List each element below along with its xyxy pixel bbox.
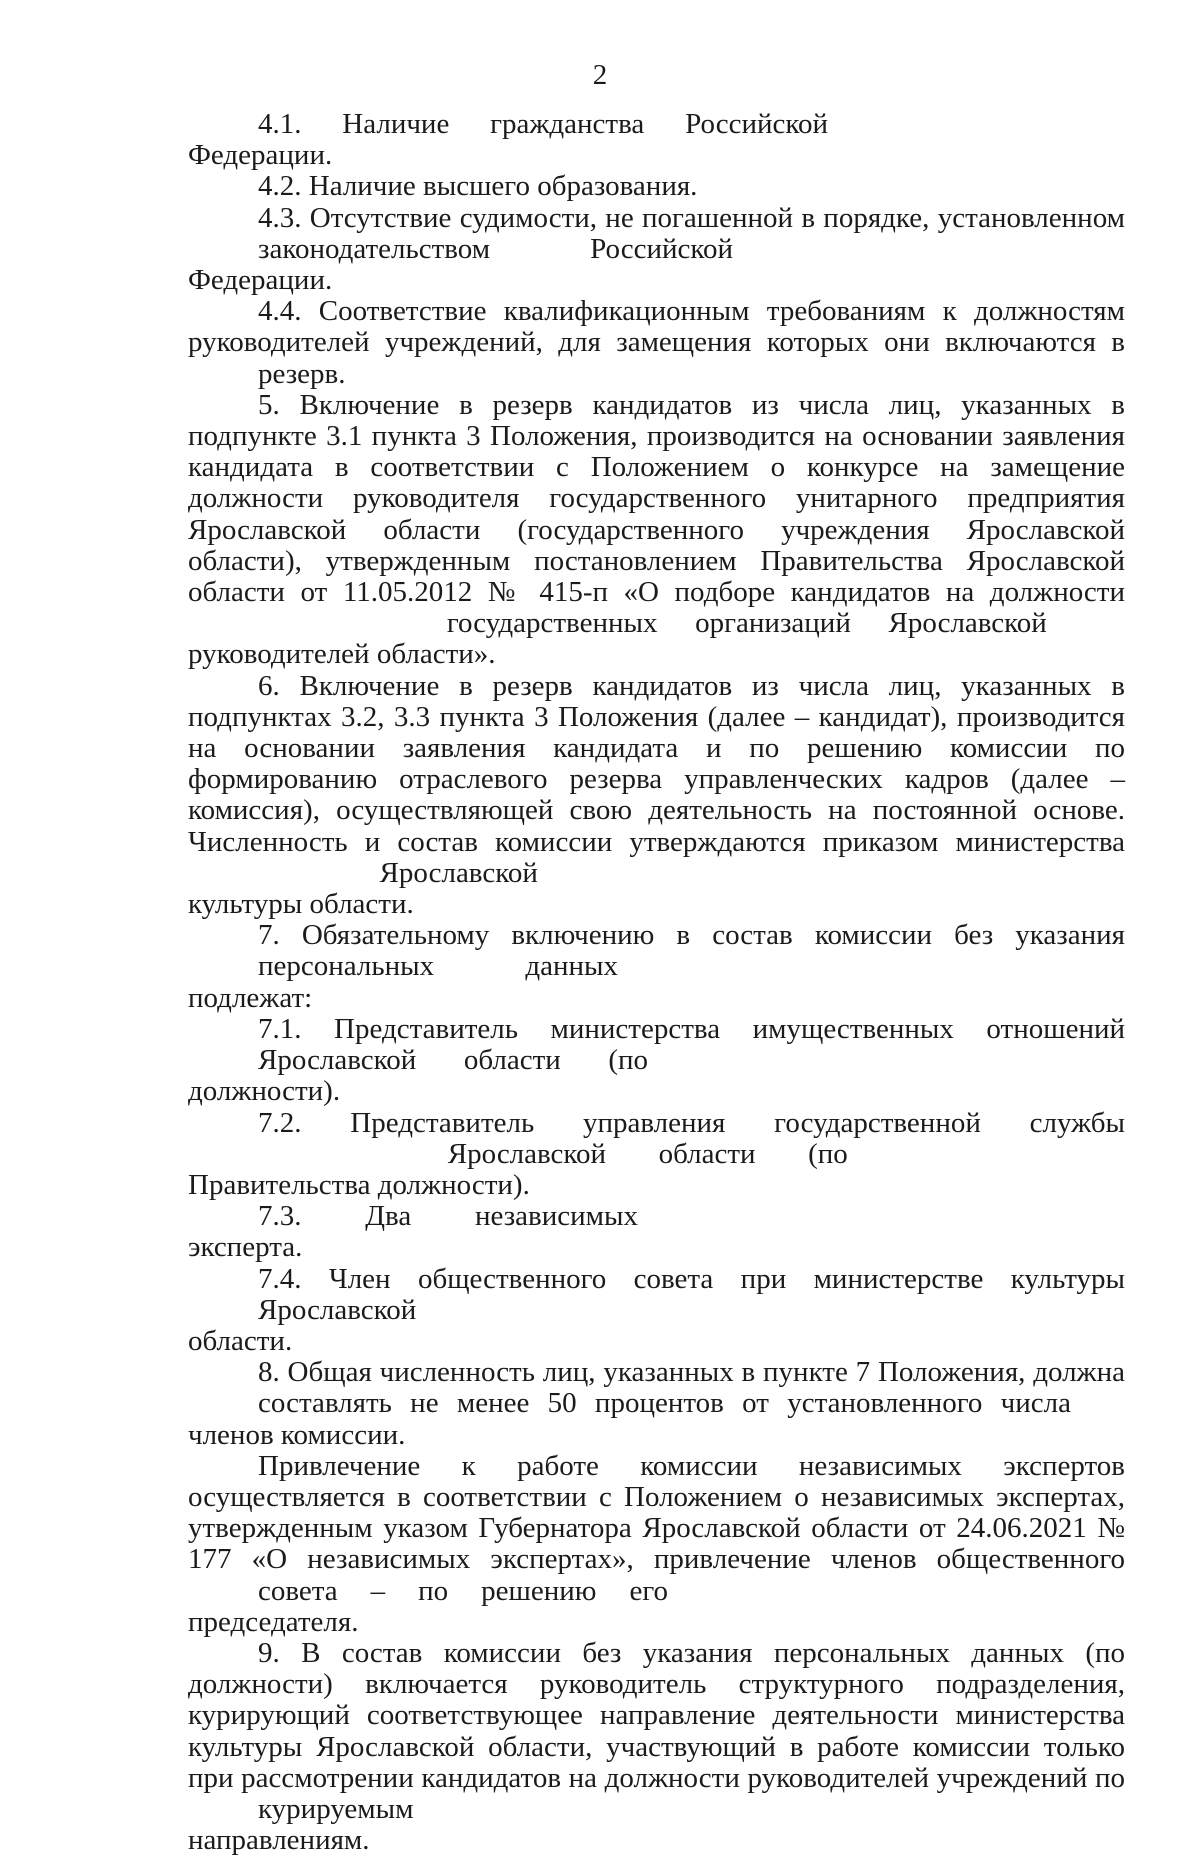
paragraph-last-line: государственных организаций Ярославской области». bbox=[376, 607, 1047, 671]
paragraph-last-line: персональных данных подлежат: bbox=[188, 950, 618, 1014]
paragraph-text: 7.1. Представитель министерства имущественных отношений bbox=[258, 1012, 1125, 1045]
paragraph-4-4 bbox=[188, 296, 1125, 390]
paragraph-last-line: курируемым направлениям. bbox=[188, 1792, 414, 1856]
paragraph-text: 7. Обязательному включению в состав комиссии без указания bbox=[258, 919, 1125, 952]
paragraph-last-line: законодательством Российской Федерации. bbox=[188, 232, 733, 297]
paragraph-text: 4.4. Соответствие квалификационным требованиям к должностям руководителей учреждений, для замещения которых они включаются в bbox=[188, 295, 1125, 359]
paragraph-6 bbox=[188, 671, 1125, 921]
page-number: 2 bbox=[592, 59, 608, 91]
paragraph-4-2 bbox=[188, 171, 698, 202]
paragraph-8-experts bbox=[188, 1451, 1125, 1638]
paragraph-text: 7.3. Два независимых эксперта. bbox=[188, 1200, 638, 1264]
paragraph-7-2 bbox=[188, 1108, 1125, 1202]
paragraph-last-line: Ярославской области. bbox=[188, 1293, 417, 1357]
paragraph-text: 4.3. Отсутствие судимости, не погашенной в порядке, установленном bbox=[258, 201, 1125, 234]
paragraph-7-1 bbox=[188, 1014, 1125, 1108]
paragraph-text: 5. Включение в резерв кандидатов из числа лиц, указанных в подпункте 3.1 пункта 3 Положения, производится на основании заявления кандидата в соответствии с Положением о конкурсе на замещение должности руководителя государственного унитарного предприятия Ярославской области (государственного учреждения Ярославской области), утвержденным постановлением Правительства Ярославской области от 11.05.2012 № 415-п «О подборе кандидатов на должности руководителей bbox=[188, 388, 1125, 671]
paragraph-8 bbox=[188, 1357, 1125, 1451]
paragraph-last-line: Ярославской области. bbox=[309, 856, 538, 921]
paragraph-9 bbox=[188, 1638, 1125, 1856]
paragraph-4-1 bbox=[188, 109, 828, 171]
paragraph-4-3 bbox=[188, 203, 1125, 297]
paragraph-text: 6. Включение в резерв кандидатов из числа лиц, указанных в подпунктах 3.2, 3.3 пункта 3 Положения (далее – кандидат), производится на основании заявления кандидата и по решению комиссии по формированию отраслевого резерва управленческих кадров (далее – комиссия), осуществляющей свою деятельность на постоянной основе. Численность и состав комиссии утверждаются приказом министерства культуры bbox=[188, 669, 1125, 921]
paragraph-last-line: составлять не менее 50 процентов от установленного числа членов комиссии. bbox=[188, 1387, 1071, 1451]
paragraph-text: 7.4. Член общественного совета при министерстве культуры bbox=[258, 1262, 1125, 1295]
paragraph-5 bbox=[188, 390, 1125, 671]
paragraph-text: Привлечение к работе комиссии независимых экспертов осуществляется в соответствии с Положением о независимых экспертах, утвержденным указом Губернатора Ярославской области от 24.06.2021 № 177 «О независимых экспертах», привлечение членов общественного bbox=[188, 1449, 1125, 1576]
paragraph-7-4 bbox=[188, 1264, 1125, 1358]
paragraph-7-3 bbox=[188, 1201, 638, 1263]
paragraph-text: 4.1. Наличие гражданства Российской Федерации. bbox=[188, 108, 828, 172]
paragraph-text: 9. В состав комиссии без указания персональных данных (по должности) включается руководитель структурного подразделения, курирующий соответствующее направление деятельности министерства культуры Ярославской области, участвующий в работе комиссии только при рассмотрении кандидатов на должности руководителей учреждений по bbox=[188, 1636, 1125, 1794]
paragraph-text: 8. Общая численность лиц, указанных в пункте 7 Положения, должна bbox=[258, 1356, 1125, 1389]
paragraph-last-line: совета – по решению его председателя. bbox=[188, 1574, 668, 1638]
paragraph-last-line: Ярославской области (по должности). bbox=[188, 1044, 648, 1108]
paragraph-last-line: резерв. bbox=[258, 357, 346, 390]
paragraph-text: 7.2. Представитель управления государственной службы Правительства bbox=[188, 1106, 1125, 1201]
paragraph-7 bbox=[188, 920, 1125, 1014]
paragraph-text: 4.2. Наличие высшего образования. bbox=[258, 170, 698, 203]
document-body bbox=[188, 109, 1125, 1856]
paragraph-last-line: Ярославской области (по должности). bbox=[377, 1137, 848, 1201]
